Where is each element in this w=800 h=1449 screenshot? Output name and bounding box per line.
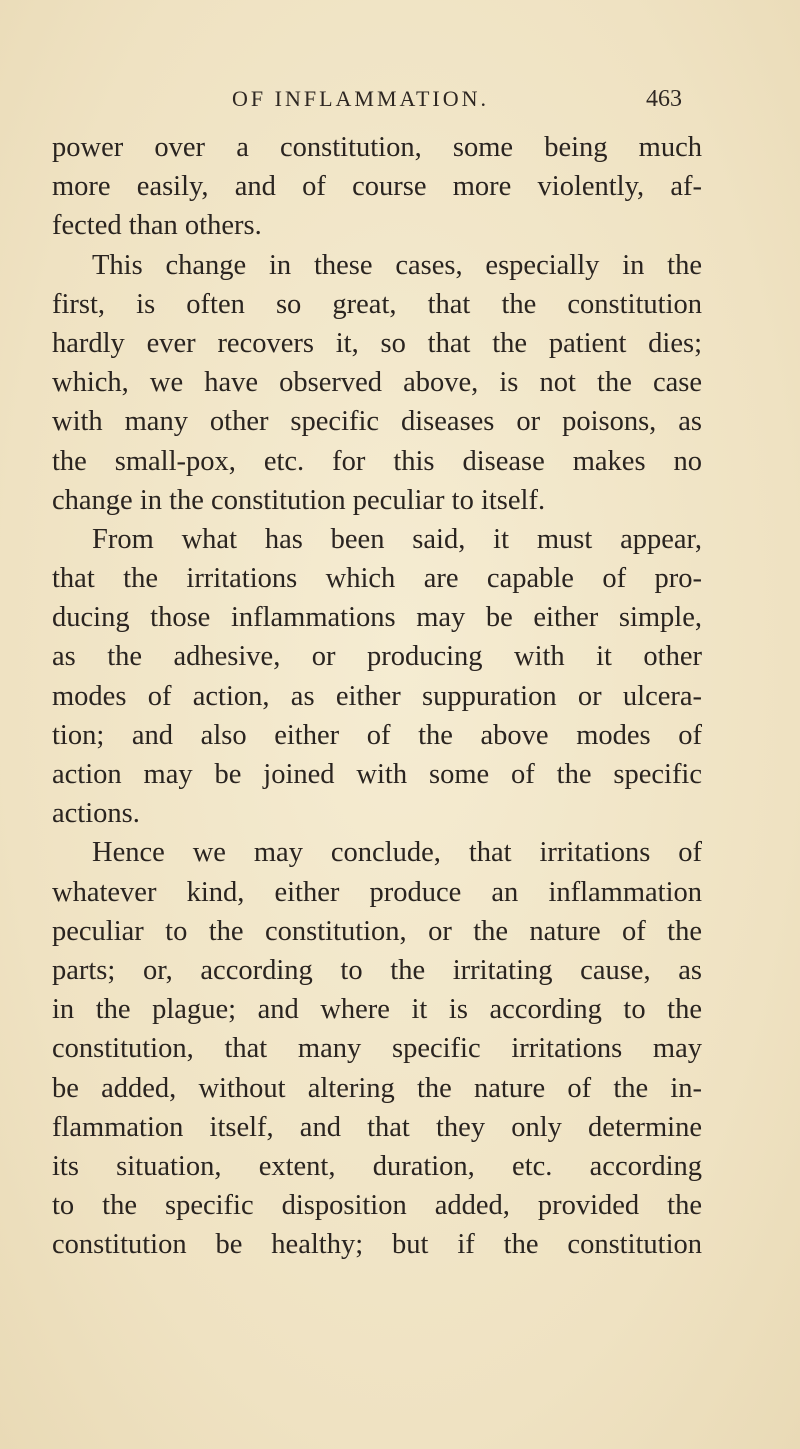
- text-line: ducing those inflammations may be either simple,: [52, 602, 702, 634]
- text-line: the small-pox, etc. for this disease makes no: [52, 445, 702, 477]
- text-line: be added, without altering the nature of the in-: [52, 1072, 702, 1104]
- text-line: as the adhesive, or producing with it other: [52, 641, 702, 673]
- text-line: constitution be healthy; but if the constitution: [52, 1229, 702, 1261]
- running-title: OF INFLAMMATION.: [232, 86, 490, 111]
- text-line: fected than others.: [52, 210, 262, 242]
- text-line: flammation itself, and that they only determine: [52, 1111, 702, 1143]
- text-line: whatever kind, either produce an inflammation: [52, 876, 702, 908]
- text-line: action may be joined with some of the specific: [52, 759, 702, 790]
- running-head: [232, 86, 682, 120]
- text-line: with many other specific diseases or poisons, as: [52, 406, 702, 438]
- text-line: constitution, that many specific irritations may: [52, 1033, 702, 1065]
- text-line: more easily, and of course more violently, af-: [52, 171, 702, 203]
- text-line: parts; or, according to the irritating cause, as: [52, 954, 702, 986]
- text-line: which, we have observed above, is not the case: [52, 367, 702, 399]
- text-line: change in the constitution peculiar to itself.: [52, 484, 546, 516]
- text-line: This change in these cases, especially in the: [92, 249, 702, 281]
- text-line: Hence we may conclude, that irritations of: [92, 837, 702, 869]
- body-text: [52, 128, 702, 1264]
- text-line: tion; and also either of the above modes of: [52, 719, 702, 751]
- text-line: in the plague; and where it is according to the: [52, 994, 702, 1026]
- text-line: first, is often so great, that the constitution: [52, 288, 702, 320]
- text-line: peculiar to the constitution, or the nature of the: [52, 915, 702, 947]
- text-line: actions.: [52, 798, 140, 830]
- text-line: hardly ever recovers it, so that the patient dies;: [52, 327, 702, 359]
- text-line: From what has been said, it must appear,: [92, 523, 702, 555]
- text-line: to the specific disposition added, provided the: [52, 1190, 702, 1222]
- text-line: power over a constitution, some being much: [52, 132, 702, 163]
- page-number: 463: [646, 86, 682, 112]
- text-line: that the irritations which are capable of pro-: [52, 563, 702, 595]
- text-line: modes of action, as either suppuration or ulcera-: [52, 680, 702, 712]
- text-line: its situation, extent, duration, etc. according: [52, 1150, 702, 1182]
